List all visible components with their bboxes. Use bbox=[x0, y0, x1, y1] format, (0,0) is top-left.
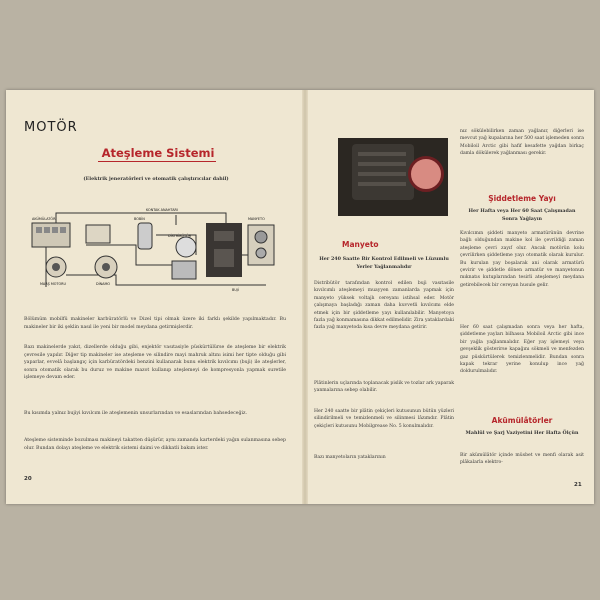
book-spread bbox=[6, 90, 594, 504]
page-number: 20 bbox=[24, 476, 32, 482]
paragraph: Her 60 saat çalışmadan sonra veya her hafta, şiddetleme yayları bilhassa Mobiloil Arctic gibi ince bir yağla yağlanmalıdır. Eğer yay işlemeyi veya gevşeklik gösterirse kapağını sökmeli ve menfezden gaz püskürtülerek temizlenmelidir. Bundan sonra kapak tekrar yerine konulup ince yağ doldurulmalıdır. bbox=[460, 325, 584, 375]
label-buji: BUJİ bbox=[232, 288, 239, 292]
paragraph: Ateşleme sisteminde bozulması makineyi takatten düşürür, aynı zamanda karterdeki yağın sulanmasına sebep olur. Bundan dolayı ateşleme ve elektrik sistemi daimi ve dikkatli bakım ister. bbox=[24, 438, 287, 451]
magneto-photo bbox=[338, 138, 448, 216]
magneto-fin bbox=[358, 172, 406, 176]
akumulator-heading: Akümülâtörler bbox=[491, 416, 553, 425]
paragraph: Kıvılcımın şiddeti manyeto armatürünün devrine bağlı olduğundan makine kol ile çevrildiği zaman ateşleme çevri zayıf olur. Ancak motörün kolu çevrilirken şiddetleme yayı otomatik olarak kurulur. Bu kurulan yay boşalarak ani olarak armatürü çevirir ve şiddetle dönen armatür ve manyetonun mıknatıs kutuplarından tesirli ateşlemeyi meydana getirebilecek bir cereyan husule gelir. bbox=[460, 231, 584, 288]
paragraph: Her 240 saatte bir plâtin çekiçleri kutusunun bütün yüzleri silindirilmeli ve temizlenmeli ve silinmesi lâzımdır. Plâtin çekiçleri kutusunu Mobilgrease No. 5 konulmalıdır. bbox=[314, 409, 454, 429]
photo-caption: Manyeto bbox=[342, 240, 379, 249]
left-page bbox=[6, 90, 302, 504]
paragraph: Bazı manyetoların yataklarının bbox=[314, 455, 386, 460]
label-kontak: KONTAK ANAHTARI bbox=[146, 208, 178, 212]
label-dinamo: DİNAMO bbox=[96, 282, 111, 286]
label-mars-motoru: MARŞ MOTORU bbox=[40, 282, 67, 286]
section-heading: MOTÖR bbox=[24, 120, 78, 135]
label-bobin: BOBİN bbox=[134, 217, 145, 221]
page-title: Ateşleme Sistemi bbox=[101, 146, 215, 160]
label-akum: AKÜMÜLATÖR bbox=[32, 217, 56, 221]
akumulator-subheading: Mahlûl ve Şarj Vaziyetini Her Hafta Ölçün bbox=[465, 430, 579, 436]
page-number: 21 bbox=[574, 482, 582, 488]
magneto-fin bbox=[358, 162, 406, 166]
ignition-wiring-diagram bbox=[26, 205, 282, 295]
siddetleme-heading: Şiddetleme Yayı bbox=[488, 194, 556, 203]
paragraph: Plâtinlerin uçlarında toplanacak pislik ve tozlar ark yaparak yanmalarına sebep olabilir. bbox=[314, 381, 454, 394]
paragraph: nız sökülebilirken zaman yağlanır, diğerleri ise mevcut yağ kupalarına her 500 saat işlemeden sonra Mobiloil Arctic gibi hafif kesafette yağdan birkaç damla dökülerek yağlanması gerekir. bbox=[460, 129, 584, 157]
paragraph: Bazı makinelerde yakıt, dizellerde olduğu gibi, enjektör vasıtasiyle püskürtülürse de ateşleme bir elektrik çevresile yapılır. Diğer tip makineler ise ateşleme ve silindire mayi mahruk altını isimi her tipte olduğu gibi yaparlar, evvelâ başlangıç için karbüratördeki benzini kullanarak bunu elektrik kıvılcımı (buji) ile ateşlerler, sonra otomatik olarak bu duruz ve makine mazot kullanıp ateşlemeyi de kompresyonla yapmak suretile işlemeye devam eder. bbox=[24, 345, 286, 381]
paragraph: Bölümüm mobilfü makineler karbüratörlü ve Dizel tipi olmak üzere iki farklı şekilde yapılmaktadır. Bu makineler bir iki şeklin nasıl ile yeni bir model meydana getirmişlerdir. bbox=[24, 317, 286, 330]
manyeto-subheading: Her 240 Saatte Bir Kontrol Edilmeli ve Lüzumlu Yerler Yağlanmalıdır bbox=[319, 256, 449, 270]
magneto-distributor-cap bbox=[408, 156, 444, 192]
label-distributor: DİSTRİBÜTÖR bbox=[168, 234, 192, 238]
paragraph: Bu kısımda yalnız bujiyi kıvılcım ile ateşlemenin unsurlarından ve esaslarından bahsedeceğiz. bbox=[24, 411, 247, 416]
paragraph: Bir akümülâtör içinde müsbet ve menfi olarak asit plâkalarla elektro- bbox=[460, 453, 584, 466]
title-underline bbox=[98, 161, 216, 162]
magneto-fin bbox=[358, 152, 406, 156]
label-manyeto: MANYETO bbox=[248, 217, 265, 221]
right-page bbox=[308, 90, 594, 504]
siddetleme-subheading: Her Hafta veya Her 60 Saat Çalışmadan Sonra Yağlayın bbox=[468, 208, 576, 222]
page-subtitle: (Elektrik jeneratörleri ve otomatik çalıştırıcılar dahil) bbox=[83, 176, 229, 182]
magneto-fin bbox=[358, 182, 406, 186]
paragraph: Distribütör tarafından kontrol edilen buji vasıtasile kıvılcımlı ateşlemeyi muayyen zamanlarda yapmak için manyeto yüksek voltajlı cereyanı istihsal eder. Motör çalışmaya başladığı zaman daha kuvvetli kıvılcımı elde etmek için bir şiddetleme yayı kullanılabilir. Manyetoya fazla yağ konmamasına dikkat edilmelidir. Zira yataklardaki fazla yağ manyetoda kısa devre meydana getirir. bbox=[314, 281, 454, 331]
